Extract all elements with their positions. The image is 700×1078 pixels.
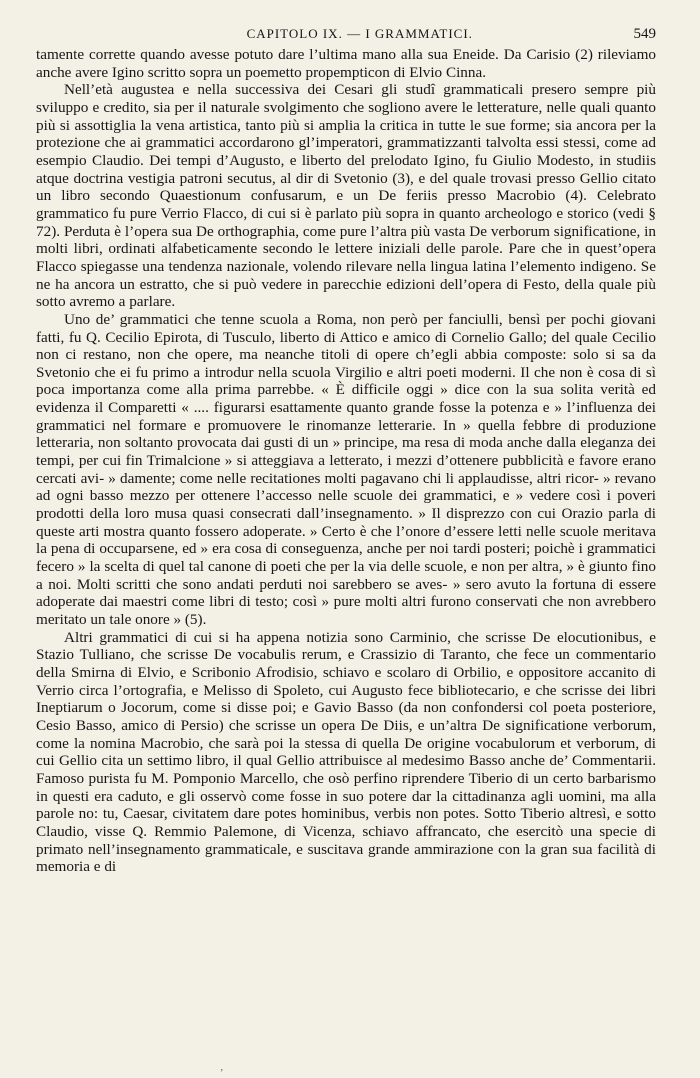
paragraph-other-grammarians: Altri grammatici di cui si ha appena notizia sono Carminio, che scrisse De elocutionibus, e Stazio Tulliano, che scrisse De vocabulis rerum, e Crassizio di Taranto, che fece un commentario della Smirna di Elvio, e Scribonio Afrodisio, schiavo e scolaro di Orbilio, e oppositore accanito di Verrio circa l’ortografia, e Melisso di Spoleto, cui Augusto fece bibliotecario, e che scrisse dei libri Ineptiarum o Jocorum, come si disse poi; e Gavio Basso (da non confondersi col poeta posteriore, Cesio Basso, amico di Persio) che scrisse un opera De Diis, e un’altra De significatione verborum, come la nomina Macrobio, che sarà poi la stessa di quella De origine vocabulorum et verborum, di cui Gellio cita un settimo libro, il qual Gellio attribuisce al medesimo Basso anche de’ Commentarii. Famoso purista fu M. Pomponio Marcello, che osò perfino riprendere Tiberio di un certo barbarismo in questi era caduto, e gli osservò come fosse in suo potere dar la cittadinanza agli uomini, ma alla parole no: tu, Caesar, civitatem dare potes hominibus, verbis non potes. Sotto Tiberio altresì, e sotto Claudio, visse Q. Remmio Palemone, di Vicenza, schiavo affrancato, che esercitò una specie di primato nell’insegnamento grammaticale, e suscitava grande ammirazione con la gran sua facilità di memoria e di [36,628,656,876]
page-number: 549 [633,26,656,42]
paragraph-continuation: tamente corrette quando avesse potuto dare l’ultima mano alla sua Eneide. Da Carisio (2) rileviamo anche avere Igino scritto sopra un poemetto propempticon di Elvio Cinna. [36,46,656,81]
paragraph-augustan-grammarians: Nell’età augustea e nella successiva dei Cesari gli studî grammaticali presero sempre più sviluppo e credito, sia per il naturale svolgimento che sogliono avere le letterature, nelle quali quanto più si assottiglia la vena artistica, tanto più si amplia la critica in tutte le sue forme; sia ancora per la protezione che ai grammatici accordarono gl’imperatori, grammatizzanti talvolta essi stessi, come ad esempio Claudio. Dei tempi d’Augusto, e liberto del prelodato Igino, fu Giulio Modesto, in studiis atque doctrina vestigia patroni secutus, al dir di Svetonio (3), e del quale trovasi presso Gellio citato un libro secondo Quaestionum confusarum, e un De feriis presso Macrobio (4). Celebrato grammatico fu pure Verrio Flacco, di cui si è parlato più sopra in quanto archeologo e storico (vedi § 72). Perduta è l’opera sua De orthographia, come pure l’altra più vasta De verborum significatione, in molti libri, ordinati alfabeticamente secondo le lettere iniziali delle parole. Pare che in quest’opera Flacco spiegasse una tendenza nazionale, volendo rilevare nella lingua latina l’elemento indigeno. Se ne ha ancora un estratto, che si può vedere in parecchie edizioni dell’opera di Festo, della quale più sotto avremo a parlare. [36,81,656,311]
running-title: CAPITOLO IX. — I GRAMMATICI. [246,26,473,41]
page-header [36,26,656,46]
paragraph-cecilio-epirota: Uno de’ grammatici che tenne scuola a Roma, non però per fanciulli, bensì per pochi giovani fatti, fu Q. Cecilio Epirota, di Tusculo, liberto di Attico e amico di Cornelio Gallo; del quale Cecilio non ci restano, non che opere, ma neanche titoli di opere ch’egli abbia composte: solo si sa da Svetonio che ei fu primo a introdur nella scuola Virgilio e altri poeti moderni. Il che non è cosa di sì poca importanza come alla prima parrebbe. « È difficile oggi » dice con la sua solita verità ed evidenza il Comparetti « .... figurarsi esattamente quanto grande fosse la potenza e » l’influenza dei grammatici nel formare e promuovere le rinomanze letterarie. In » quella febbre di produzione letteraria, non soltanto provocata dai gusti di un » principe, ma resa di moda anche dalla eleganza dei tempi, per cui fin Trimalcione » si atteggiava a letterato, i mezzi d’ottenere pubblicità e favore erano cercati avi- » damente; come nelle recitationes molti pagavano chi li applaudisse, altri ricor- » revano ad ogni basso mezzo per ottenere l’accesso nelle scuole dei grammatici, e » vedere così i poveri prodotti della loro musa quasi consecrati dall’insegnamento. » Il disprezzo con cui Orazio parla di queste arti mostra quanto fossero adoperate. » Certo è che l’onore d’essere letti nelle scuole meritava la pena di occuparsene, ed » era cosa di conseguenza, anche per noi tardi posteri; poichè i grammatici fecero » la scelta di quel tal canone di poeti che per la via delle scuole, e non per altra, » è giunto fino a noi. Molti scritti che sono andati perduti noi sarebbero se aves- » sero avuto la fortuna di essere adoperate dai maestri come libri di testo; così » pure molti altri furono conservati che non avrebbero meritato un tale onore » (5). [36,310,656,628]
footer-mark: ‚ [220,1062,224,1073]
page-body [36,46,656,876]
